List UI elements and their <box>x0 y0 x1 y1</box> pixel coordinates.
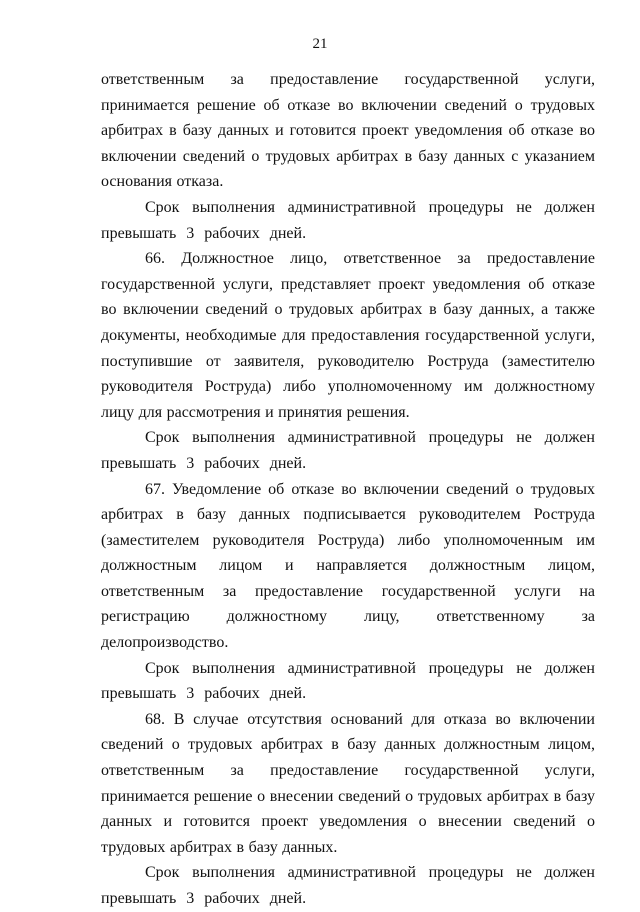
paragraph-deadline-2: Срок выполнения административной процедуры не должен превышать 3 рабочих дней. <box>101 429 595 472</box>
paragraph-item-67: 67. Уведомление об отказе во включении сведений о трудовых арбитрах в базу данных подписывается руководителем Роструда (заместителем руководителя Роструда) либо уполномоченным им должностным лицом и направляется должностным лицом, ответственным за предоставление государственной услуги на регистрацию должностному лицу, ответственному за делопроизводство. <box>101 480 595 652</box>
paragraph-item-68: 68. В случае отсутствия оснований для отказа во включении сведений о трудовых арбитрах в базу данных должностным лицом, ответственным за предоставление государственной услуги, принимается решение о внесении сведений о трудовых арбитрах в базу данных и готовится проект уведомления о внесении сведений о трудовых арбитрах в базу данных. <box>101 710 595 856</box>
paragraph-deadline-3: Срок выполнения административной процедуры не должен превышать 3 рабочих дней. <box>101 659 595 703</box>
page-number: 21 <box>312 36 328 52</box>
paragraph-deadline-4: Срок выполнения административной процедуры не должен превышать 3 рабочих дней. <box>101 864 595 907</box>
paragraph-item-66: 66. Должностное лицо, ответственное за предоставление государственной услуги, представляет проект уведомления об отказе во включении сведений о трудовых арбитрах в базу данных, а также документы, необходимые для предоставления государственной услуги, поступившие от заявителя, руководителю Роструда (заместителю руководителя Роструда) либо уполномоченному им должностному лицу для рассмотрения и принятия решения. <box>101 250 595 421</box>
paragraph-deadline-1: Срок выполнения административной процедуры не должен превышать 3 рабочих дней. <box>101 198 595 242</box>
document-body <box>101 67 595 912</box>
paragraph-continuation: ответственным за предоставление государственной услуги, принимается решение об отказе во включении сведений о трудовых арбитрах в базу данных и готовится проект уведомления об отказе во включении сведений о трудовых арбитрах в базу данных с указанием основания отказа. <box>101 71 595 191</box>
